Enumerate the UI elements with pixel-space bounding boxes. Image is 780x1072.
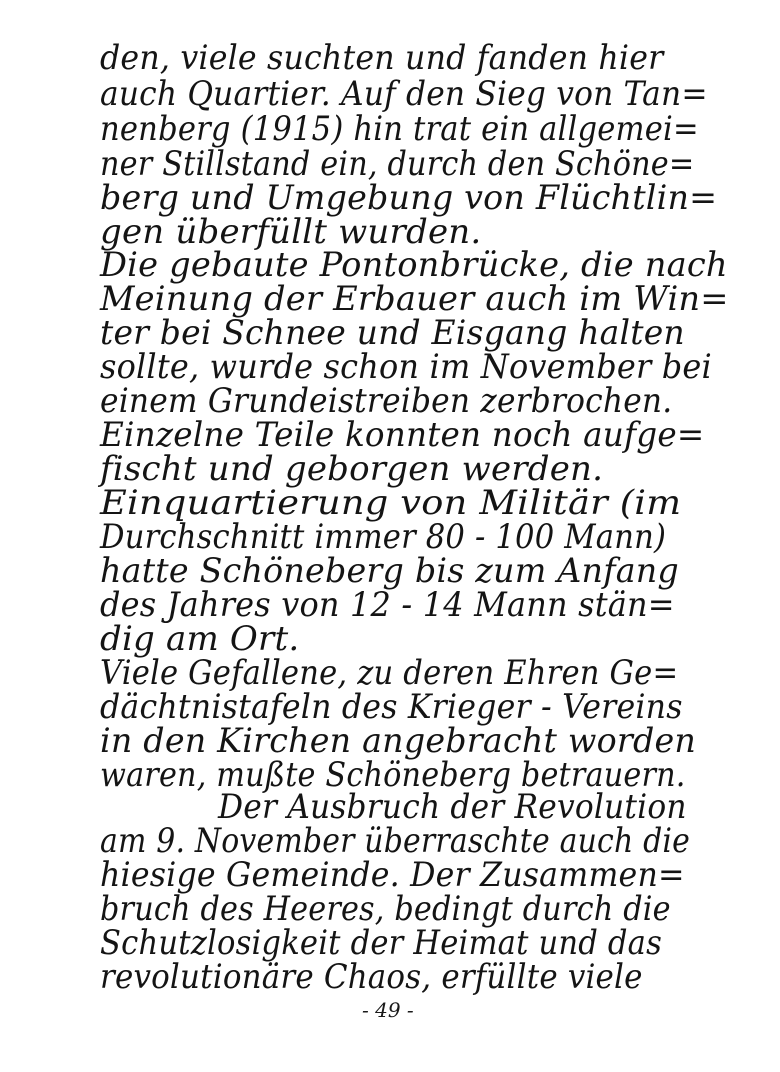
text-line: hatte Schöneberg bis zum Anfang (100, 551, 679, 591)
text-line: revolutionäre Chaos, erfüllte viele (100, 957, 643, 997)
text-line: des Jahres von 12 - 14 Mann stän= (100, 585, 675, 625)
text-line: den, viele suchten und fanden hier (100, 38, 664, 78)
text-line: fischt und geborgen werden. (100, 449, 604, 489)
text-line: hiesige Gemeinde. Der Zusammen= (100, 855, 685, 895)
text-line: einem Grundeistreiben zerbrochen. (100, 381, 673, 421)
text-line: Schutzlosigkeit der Heimat und das (100, 923, 662, 963)
text-line: dächtnistafeln des Krieger - Vereins (100, 687, 683, 727)
text-line: auch Quartier. Auf den Sieg von Tan= (100, 74, 708, 114)
text-line: Die gebaute Pontonbrücke, die nach (100, 245, 728, 285)
text-line: sollte, wurde schon im November bei (100, 347, 712, 387)
text-line-indented: Der Ausbruch der Revolution (218, 787, 687, 827)
text-line: Meinung der Erbauer auch im Win= (100, 279, 729, 319)
text-line: gen überfüllt wurden. (100, 212, 482, 252)
text-line: ner Stillstand ein, durch den Schöne= (100, 144, 695, 184)
text-line: Durchschnitt immer 80 - 100 Mann) (100, 517, 667, 557)
text-line: dig am Ort. (100, 619, 300, 659)
text-line: berg und Umgebung von Flüchtlin= (100, 178, 718, 218)
text-line: Einquartierung von Militär (im (100, 483, 682, 523)
page-number: - 49 - (362, 998, 414, 1022)
text-line: Einzelne Teile konnten noch aufge= (100, 415, 705, 455)
text-line: bruch des Heeres, bedingt durch die (100, 889, 671, 929)
text-line: waren, mußte Schöneberg betrauern. (100, 755, 686, 795)
text-line: ter bei Schnee und Eisgang halten (100, 313, 685, 353)
text-line: in den Kirchen angebracht worden (100, 721, 697, 761)
text-line: am 9. November überraschte auch die (100, 821, 691, 861)
text-line: Viele Gefallene, zu deren Ehren Ge= (100, 653, 679, 693)
text-line: nenberg (1915) hin trat ein allgemei= (100, 109, 699, 149)
